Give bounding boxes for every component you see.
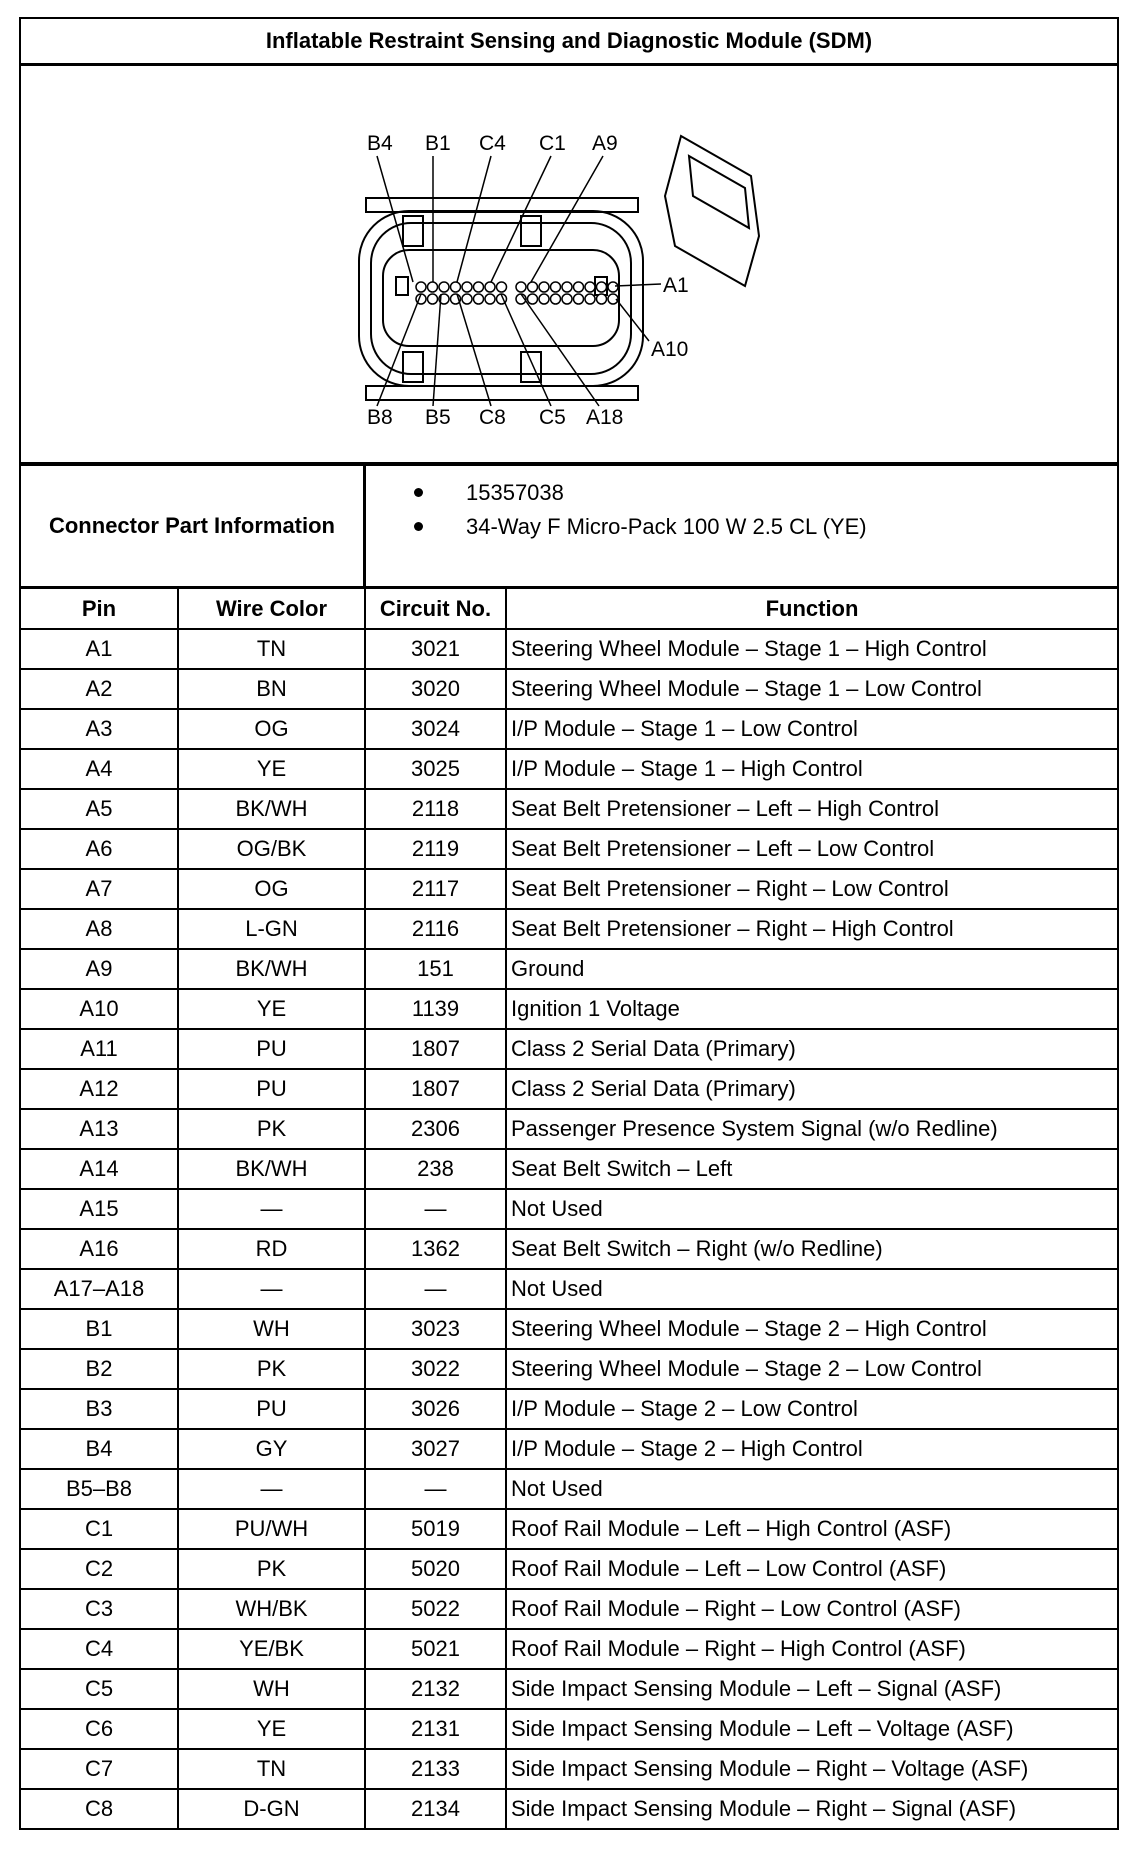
pin-label-top: B4 <box>367 132 393 155</box>
cell-wire-color: YE <box>178 989 365 1029</box>
cell-function: I/P Module – Stage 2 – High Control <box>506 1429 1117 1469</box>
cell-pin: B4 <box>21 1429 178 1469</box>
cell-circuit-no: 5021 <box>365 1629 506 1669</box>
cell-wire-color: L-GN <box>178 909 365 949</box>
cell-pin: A16 <box>21 1229 178 1269</box>
cell-circuit-no: 2306 <box>365 1109 506 1149</box>
cell-pin: A2 <box>21 669 178 709</box>
cell-wire-color: OG/BK <box>178 829 365 869</box>
table-row <box>21 949 1117 989</box>
cell-wire-color: D-GN <box>178 1789 365 1828</box>
cell-wire-color: YE/BK <box>178 1629 365 1669</box>
cell-pin: C4 <box>21 1629 178 1669</box>
cell-pin: C1 <box>21 1509 178 1549</box>
cell-function: Seat Belt Pretensioner – Right – Low Control <box>506 869 1117 909</box>
cell-function: Not Used <box>506 1269 1117 1309</box>
table-row <box>21 1149 1117 1189</box>
leader-line <box>616 299 649 341</box>
pin-cavity <box>562 294 572 304</box>
table-row <box>21 1549 1117 1589</box>
cell-circuit-no: — <box>365 1189 506 1229</box>
cell-function: Side Impact Sensing Module – Right – Voltage (ASF) <box>506 1749 1117 1789</box>
cell-pin: A14 <box>21 1149 178 1189</box>
cell-pin: A5 <box>21 789 178 829</box>
table-row <box>21 1189 1117 1229</box>
pin-label-top: B1 <box>425 132 451 155</box>
cell-function: Side Impact Sensing Module – Right – Signal (ASF) <box>506 1789 1117 1828</box>
header-circuit-no: Circuit No. <box>365 589 506 629</box>
cell-pin: A15 <box>21 1189 178 1229</box>
cell-wire-color: BN <box>178 669 365 709</box>
cell-pin: A1 <box>21 629 178 669</box>
cell-function: I/P Module – Stage 2 – Low Control <box>506 1389 1117 1429</box>
pin-label-top: C4 <box>479 132 506 155</box>
table-row <box>21 1709 1117 1749</box>
cell-pin: A7 <box>21 869 178 909</box>
cell-function: Roof Rail Module – Left – Low Control (ASF) <box>506 1549 1117 1589</box>
pin-cavity <box>585 294 595 304</box>
cell-wire-color: PK <box>178 1109 365 1149</box>
cell-function: Not Used <box>506 1469 1117 1509</box>
cell-circuit-no: 1362 <box>365 1229 506 1269</box>
pin-label-bottom: C8 <box>479 406 506 429</box>
cell-circuit-no: 1807 <box>365 1069 506 1109</box>
cell-wire-color: PU <box>178 1069 365 1109</box>
header-pin: Pin <box>21 589 178 629</box>
table-row <box>21 1269 1117 1309</box>
cell-function: Class 2 Serial Data (Primary) <box>506 1069 1117 1109</box>
connector-info-list <box>366 476 867 586</box>
table-row <box>21 1069 1117 1109</box>
cell-pin: C7 <box>21 1749 178 1789</box>
pin-label-right: A10 <box>651 338 689 361</box>
cell-circuit-no: 3020 <box>365 669 506 709</box>
table-row <box>21 709 1117 749</box>
cell-function: Steering Wheel Module – Stage 1 – Low Control <box>506 669 1117 709</box>
table-row <box>21 1669 1117 1709</box>
cell-pin: A8 <box>21 909 178 949</box>
cell-function: Seat Belt Pretensioner – Left – High Control <box>506 789 1117 829</box>
cell-circuit-no: 5022 <box>365 1589 506 1629</box>
cell-function: Steering Wheel Module – Stage 1 – High Control <box>506 629 1117 669</box>
cell-pin: A13 <box>21 1109 178 1149</box>
cell-circuit-no: 1139 <box>365 989 506 1029</box>
cell-pin: A12 <box>21 1069 178 1109</box>
cell-circuit-no: 3021 <box>365 629 506 669</box>
table-row <box>21 829 1117 869</box>
connector-diagram <box>21 66 1117 466</box>
pin-cavity <box>528 294 538 304</box>
cell-function: Side Impact Sensing Module – Left – Voltage (ASF) <box>506 1709 1117 1749</box>
table-row <box>21 1309 1117 1349</box>
page-title: Inflatable Restraint Sensing and Diagnostic Module (SDM) <box>21 19 1117 66</box>
cell-function: Side Impact Sensing Module – Left – Signal (ASF) <box>506 1669 1117 1709</box>
cell-function: Roof Rail Module – Right – Low Control (ASF) <box>506 1589 1117 1629</box>
cell-wire-color: BK/WH <box>178 1149 365 1189</box>
table-row <box>21 1109 1117 1149</box>
pin-label-right: A1 <box>663 274 689 297</box>
cell-pin: A11 <box>21 1029 178 1069</box>
table-row <box>21 1429 1117 1469</box>
cell-function: Seat Belt Pretensioner – Right – High Control <box>506 909 1117 949</box>
cell-wire-color: PK <box>178 1549 365 1589</box>
cell-pin: B1 <box>21 1309 178 1349</box>
cell-wire-color: GY <box>178 1429 365 1469</box>
pin-cavity <box>428 294 438 304</box>
table-row <box>21 1349 1117 1389</box>
cell-circuit-no: 5020 <box>365 1549 506 1589</box>
cell-pin: C8 <box>21 1789 178 1828</box>
cell-wire-color: BK/WH <box>178 949 365 989</box>
cell-circuit-no: 2133 <box>365 1749 506 1789</box>
cell-pin: B5–B8 <box>21 1469 178 1509</box>
cell-pin: A3 <box>21 709 178 749</box>
cell-function: Not Used <box>506 1189 1117 1229</box>
cell-function: I/P Module – Stage 1 – High Control <box>506 749 1117 789</box>
cell-function: Seat Belt Switch – Right (w/o Redline) <box>506 1229 1117 1269</box>
cell-wire-color: YE <box>178 749 365 789</box>
cell-wire-color: PK <box>178 1349 365 1389</box>
cell-circuit-no: 3024 <box>365 709 506 749</box>
pin-cavity <box>597 282 607 292</box>
cell-pin: A17–A18 <box>21 1269 178 1309</box>
cell-wire-color: TN <box>178 629 365 669</box>
cell-wire-color: TN <box>178 1749 365 1789</box>
table-row <box>21 909 1117 949</box>
cell-circuit-no: 2131 <box>365 1709 506 1749</box>
part-number: 15357038 <box>414 476 867 510</box>
pin-cavity <box>574 294 584 304</box>
pin-cavity <box>585 282 595 292</box>
connector-description: 34-Way F Micro-Pack 100 W 2.5 CL (YE) <box>414 510 867 544</box>
table-row <box>21 1589 1117 1629</box>
cell-wire-color: WH <box>178 1669 365 1709</box>
cell-wire-color: PU/WH <box>178 1509 365 1549</box>
cell-wire-color: PU <box>178 1389 365 1429</box>
cell-wire-color: PU <box>178 1029 365 1069</box>
header-wire-color: Wire Color <box>178 589 365 629</box>
cell-circuit-no: 2118 <box>365 789 506 829</box>
cell-wire-color: YE <box>178 1709 365 1749</box>
leader-line <box>501 294 551 406</box>
cell-circuit-no: 3023 <box>365 1309 506 1349</box>
cell-pin: A9 <box>21 949 178 989</box>
table-row <box>21 1789 1117 1828</box>
cell-pin: C6 <box>21 1709 178 1749</box>
leader-line <box>457 156 491 282</box>
cell-pin: A4 <box>21 749 178 789</box>
cell-function: Ignition 1 Voltage <box>506 989 1117 1029</box>
connector-info-label: Connector Part Information <box>21 466 366 586</box>
pin-cavity <box>497 282 507 292</box>
cell-circuit-no: 2117 <box>365 869 506 909</box>
pin-cavity <box>528 282 538 292</box>
cell-function: Seat Belt Pretensioner – Left – Low Control <box>506 829 1117 869</box>
sdm-connector-sheet <box>19 17 1119 1830</box>
cell-wire-color: — <box>178 1189 365 1229</box>
table-row <box>21 669 1117 709</box>
cell-circuit-no: — <box>365 1269 506 1309</box>
cell-circuit-no: 2132 <box>365 1669 506 1709</box>
cell-wire-color: WH <box>178 1309 365 1349</box>
table-row <box>21 789 1117 829</box>
leader-line <box>521 294 599 406</box>
pinout-table <box>21 589 1117 1828</box>
pin-label-top: A9 <box>592 132 618 155</box>
cell-circuit-no: 3022 <box>365 1349 506 1389</box>
pin-cavity <box>462 282 472 292</box>
pin-cavity <box>516 282 526 292</box>
cell-wire-color: — <box>178 1269 365 1309</box>
pin-cavity <box>562 282 572 292</box>
cell-function: Steering Wheel Module – Stage 2 – Low Control <box>506 1349 1117 1389</box>
pin-label-bottom: C5 <box>539 406 566 429</box>
pin-cavity <box>539 282 549 292</box>
cell-pin: B2 <box>21 1349 178 1389</box>
pin-cavity <box>551 294 561 304</box>
cell-function: Roof Rail Module – Left – High Control (ASF) <box>506 1509 1117 1549</box>
table-row <box>21 1629 1117 1669</box>
pin-label-bottom: B5 <box>425 406 451 429</box>
pin-cavity <box>462 294 472 304</box>
cell-circuit-no: 2134 <box>365 1789 506 1828</box>
table-row <box>21 1749 1117 1789</box>
table-row <box>21 1229 1117 1269</box>
leader-line <box>433 294 441 406</box>
pin-label-bottom: A18 <box>586 406 624 429</box>
cell-function: I/P Module – Stage 1 – Low Control <box>506 709 1117 749</box>
cell-circuit-no: 5019 <box>365 1509 506 1549</box>
pin-cavity <box>551 282 561 292</box>
table-row <box>21 989 1117 1029</box>
table-row <box>21 869 1117 909</box>
cell-circuit-no: 3026 <box>365 1389 506 1429</box>
table-row <box>21 629 1117 669</box>
pin-cavity <box>451 282 461 292</box>
cell-circuit-no: 151 <box>365 949 506 989</box>
cell-function: Passenger Presence System Signal (w/o Redline) <box>506 1109 1117 1149</box>
pin-cavity <box>485 294 495 304</box>
pin-cavity <box>539 294 549 304</box>
pin-cavity <box>597 294 607 304</box>
cell-pin: B3 <box>21 1389 178 1429</box>
cell-pin: A6 <box>21 829 178 869</box>
pin-cavity <box>416 282 426 292</box>
cell-circuit-no: 3027 <box>365 1429 506 1469</box>
cell-pin: C3 <box>21 1589 178 1629</box>
pin-label-top: C1 <box>539 132 566 155</box>
pin-cavity <box>574 282 584 292</box>
table-row <box>21 749 1117 789</box>
cell-circuit-no: 1807 <box>365 1029 506 1069</box>
pin-cavity <box>428 282 438 292</box>
cell-wire-color: — <box>178 1469 365 1509</box>
table-row <box>21 1469 1117 1509</box>
cell-function: Seat Belt Switch – Left <box>506 1149 1117 1189</box>
cell-pin: C5 <box>21 1669 178 1709</box>
cell-circuit-no: 2116 <box>365 909 506 949</box>
pin-label-bottom: B8 <box>367 406 393 429</box>
pin-cavity <box>439 282 449 292</box>
cell-circuit-no: 2119 <box>365 829 506 869</box>
table-row <box>21 1509 1117 1549</box>
pin-cavity <box>485 282 495 292</box>
cell-function: Steering Wheel Module – Stage 2 – High Control <box>506 1309 1117 1349</box>
cell-pin: C2 <box>21 1549 178 1589</box>
table-row <box>21 1029 1117 1069</box>
cell-function: Ground <box>506 949 1117 989</box>
cell-wire-color: RD <box>178 1229 365 1269</box>
pin-cavity <box>474 294 484 304</box>
leader-line <box>615 284 661 286</box>
cell-circuit-no: 3025 <box>365 749 506 789</box>
cell-function: Roof Rail Module – Right – High Control (ASF) <box>506 1629 1117 1669</box>
pin-cavity <box>474 282 484 292</box>
cell-wire-color: BK/WH <box>178 789 365 829</box>
cell-wire-color: OG <box>178 869 365 909</box>
pin-cavity <box>608 282 618 292</box>
connector-face-drawing <box>21 66 1117 462</box>
cell-function: Class 2 Serial Data (Primary) <box>506 1029 1117 1069</box>
leader-line <box>457 294 491 406</box>
header-function: Function <box>506 589 1117 629</box>
cell-pin: A10 <box>21 989 178 1029</box>
cell-wire-color: WH/BK <box>178 1589 365 1629</box>
cell-wire-color: OG <box>178 709 365 749</box>
cell-circuit-no: 238 <box>365 1149 506 1189</box>
connector-part-information <box>21 466 1117 589</box>
table-row <box>21 1389 1117 1429</box>
cell-circuit-no: — <box>365 1469 506 1509</box>
